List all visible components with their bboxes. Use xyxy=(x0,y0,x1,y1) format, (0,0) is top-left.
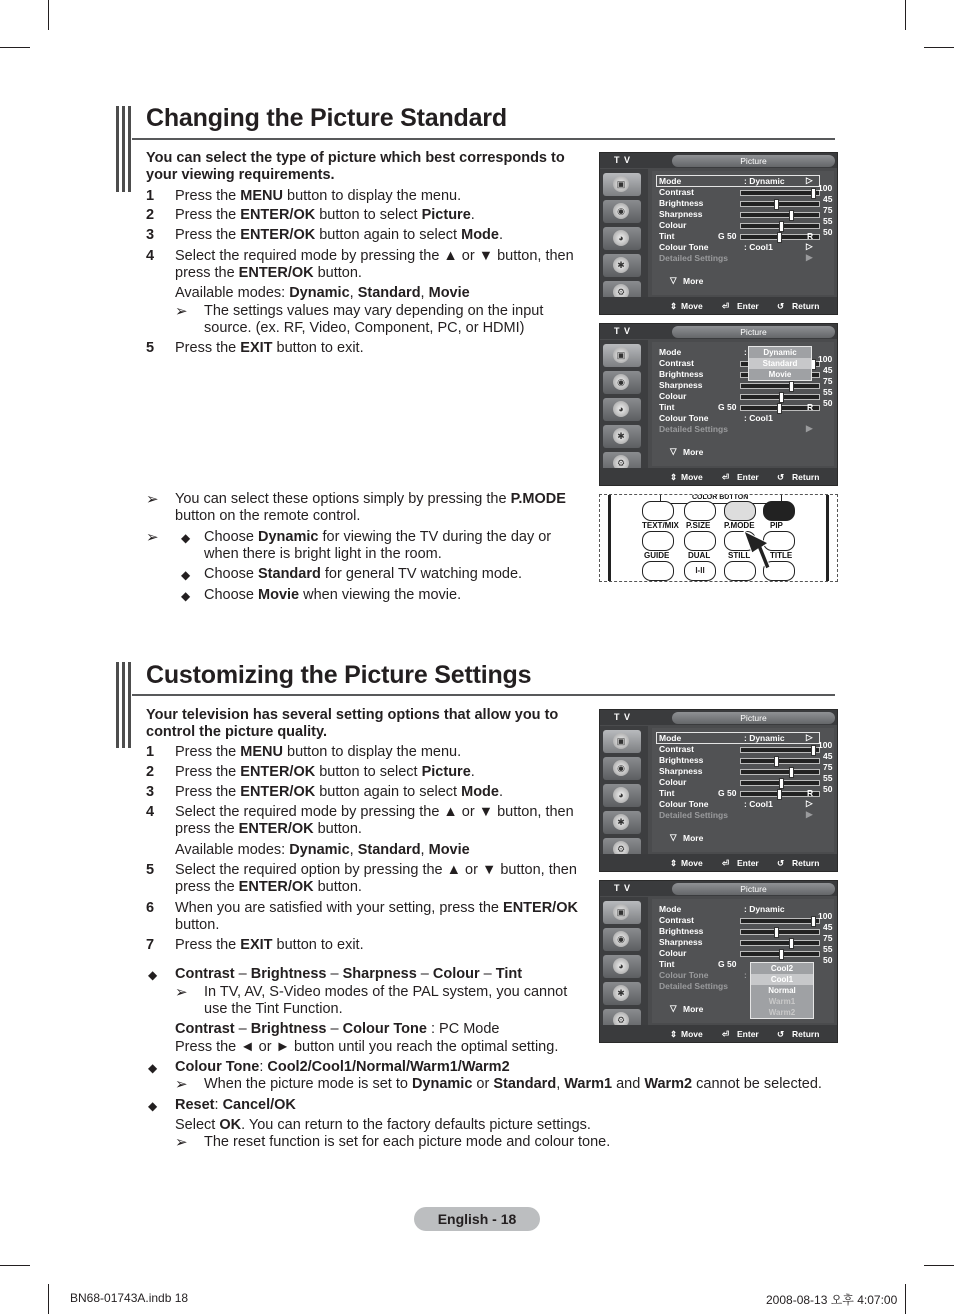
osd-value: 75 xyxy=(823,762,833,772)
osd-more: More xyxy=(683,447,704,457)
dropdown-option: Cool2 xyxy=(770,964,794,973)
dual-button: I-II xyxy=(684,561,716,581)
remote-label: GUIDE xyxy=(644,551,670,560)
osd-row-label: Detailed Settings xyxy=(659,424,728,434)
instruction-text: Select OK. You can return to the factory defaults picture settings. xyxy=(175,1117,591,1133)
osd-colon: : xyxy=(744,347,747,357)
diamond-bullet-icon: ◆ xyxy=(148,1061,158,1075)
osd-value: 50 xyxy=(823,784,833,794)
step-number: 1 xyxy=(146,744,155,760)
osd-row-label: Detailed Settings xyxy=(659,810,728,820)
step-number: 5 xyxy=(146,340,155,356)
return-icon: ↺ xyxy=(777,858,785,868)
return-icon: ↺ xyxy=(777,472,785,482)
section-bar xyxy=(116,662,132,748)
osd-move: Move xyxy=(681,858,703,868)
osd-slider xyxy=(740,383,820,389)
osd-row-label: Colour xyxy=(659,777,687,787)
osd-slider-thumb xyxy=(774,199,779,210)
osd-tint-g: G 50 xyxy=(718,959,737,969)
move-icon: ⇕ xyxy=(670,301,678,311)
sound-icon: ◉ xyxy=(603,928,641,951)
step-text: Press the MENU button to display the menu. xyxy=(175,744,462,760)
setup-icon: ✱ xyxy=(603,425,641,448)
note-arrow-icon: ➢ xyxy=(175,303,188,320)
osd-sidebar xyxy=(600,169,648,309)
osd-sidebar xyxy=(600,340,648,480)
osd-tone-value: : Cool1 xyxy=(744,413,773,423)
osd-row-label: Sharpness xyxy=(659,937,703,947)
osd-value: 50 xyxy=(823,398,833,408)
play-right-icon: ▷ xyxy=(806,241,813,251)
section1-title: Changing the Picture Standard xyxy=(146,104,507,132)
channel-icon: ◕ xyxy=(603,784,641,807)
return-icon: ↺ xyxy=(777,301,785,311)
step-number: 2 xyxy=(146,207,155,223)
osd-source-label: T V xyxy=(614,712,632,722)
osd-value: 55 xyxy=(823,216,833,226)
osd-slider-thumb xyxy=(779,778,784,789)
colour-button-label: COLOR BUTTON xyxy=(692,494,749,501)
input-icon: ⚙ xyxy=(603,452,641,475)
osd-row-label: Colour xyxy=(659,948,687,958)
osd-row-label: Brightness xyxy=(659,926,704,936)
osd-row-label: Mode xyxy=(659,904,682,914)
play-right-icon: ▶ xyxy=(806,809,813,819)
step-number: 3 xyxy=(146,227,155,243)
note-text: The reset function is set for each picture mode and colour tone. xyxy=(204,1134,611,1150)
enter-icon: ⏎ xyxy=(722,301,730,311)
osd-slider xyxy=(740,940,820,946)
osd-more: More xyxy=(683,1004,704,1014)
step-number: 7 xyxy=(146,937,155,953)
osd-row-label: Tint xyxy=(659,402,675,412)
osd-move: Move xyxy=(681,1029,703,1039)
osd-row-label: Sharpness xyxy=(659,209,703,219)
enter-icon: ⏎ xyxy=(722,858,730,868)
osd-slider-thumb xyxy=(779,392,784,403)
enter-icon: ⏎ xyxy=(722,1029,730,1039)
tv-osd-screen xyxy=(599,709,838,872)
crop-mark xyxy=(0,47,30,48)
sound-icon: ◉ xyxy=(603,371,641,394)
osd-header xyxy=(600,710,837,725)
dropdown-option: Standard xyxy=(749,358,811,369)
osd-enter: Enter xyxy=(737,858,759,868)
step-text: Press the ENTER/OK button to select Picture. xyxy=(175,207,475,223)
crop-mark xyxy=(924,47,954,48)
osd-tab-picture: Picture xyxy=(672,155,835,167)
remote-label: TEXT/MIX xyxy=(642,521,679,530)
bullet-text: when there is bright light in the room. xyxy=(204,546,442,562)
note-arrow-icon: ➢ xyxy=(146,491,159,508)
osd-return: Return xyxy=(792,858,820,868)
enter-icon: ⏎ xyxy=(722,472,730,482)
step-text: press the ENTER/OK button. xyxy=(175,821,362,837)
osd-value: 45 xyxy=(823,365,833,375)
osd-footer xyxy=(600,468,837,485)
pointer-arrow-icon xyxy=(740,523,793,573)
available-modes: Available modes: Dynamic, Standard, Movie xyxy=(175,842,470,858)
osd-menu xyxy=(652,899,834,1023)
step-text: Select the required mode by pressing the ▲ or ▼ button, then xyxy=(175,804,574,820)
crop-mark xyxy=(905,1284,906,1314)
osd-slider-thumb xyxy=(779,949,784,960)
osd-slider-thumb xyxy=(811,745,816,756)
osd-value: 55 xyxy=(823,773,833,783)
dropdown-option: Cool1 xyxy=(751,974,813,985)
osd-slider-thumb xyxy=(789,210,794,221)
bullet-text: Choose Standard for general TV watching mode. xyxy=(204,566,523,582)
osd-value: 45 xyxy=(823,751,833,761)
osd-row-label: Colour Tone xyxy=(659,970,709,980)
osd-row-label: Colour xyxy=(659,391,687,401)
note-arrow-icon: ➢ xyxy=(175,1134,188,1151)
dropdown-option: Normal xyxy=(768,986,796,995)
return-icon: ↺ xyxy=(777,1029,785,1039)
osd-slider-thumb xyxy=(811,916,816,927)
diamond-bullet-icon: ◆ xyxy=(181,568,191,582)
osd-slider-thumb xyxy=(789,938,794,949)
channel-icon: ◕ xyxy=(603,398,641,421)
osd-slider xyxy=(740,747,820,753)
step-text: When you are satisfied with your setting, press the ENTER/OK xyxy=(175,900,578,916)
tv-osd-screen xyxy=(599,880,838,1043)
step-number: 4 xyxy=(146,804,155,820)
osd-tone-value: : Cool1 xyxy=(744,242,773,252)
down-triangle-icon: ▽ xyxy=(670,275,677,285)
remote-label: P.SIZE xyxy=(686,521,711,530)
green-button xyxy=(684,501,716,521)
osd-row-label: Tint xyxy=(659,959,675,969)
osd-slider-thumb xyxy=(777,403,782,414)
osd-header xyxy=(600,881,837,896)
osd-return: Return xyxy=(792,301,820,311)
setup-icon: ✱ xyxy=(603,982,641,1005)
note-text: In TV, AV, S-Video modes of the PAL system, you cannot xyxy=(204,984,568,1000)
dropdown-option: Warm1 xyxy=(768,997,796,1006)
step-number: 6 xyxy=(146,900,155,916)
osd-value: 55 xyxy=(823,944,833,954)
osd-row-label: Brightness xyxy=(659,369,704,379)
instruction-text: Press the ◄ or ► button until you reach the optimal setting. xyxy=(175,1039,559,1055)
osd-tint-r: R xyxy=(807,402,814,412)
section-bar xyxy=(116,106,132,192)
osd-move: Move xyxy=(681,472,703,482)
sound-icon: ◉ xyxy=(603,200,641,223)
remote-label: P.MODE xyxy=(724,521,755,530)
osd-slider-thumb xyxy=(777,232,782,243)
diamond-bullet-icon: ◆ xyxy=(181,531,191,545)
osd-slider xyxy=(740,918,820,924)
crop-mark xyxy=(924,1265,954,1266)
down-triangle-icon: ▽ xyxy=(670,1003,677,1013)
down-triangle-icon: ▽ xyxy=(670,832,677,842)
osd-row-label: Detailed Settings xyxy=(659,253,728,263)
osd-slider-thumb xyxy=(779,221,784,232)
move-icon: ⇕ xyxy=(670,472,678,482)
file-name: BN68-01743A.indb 18 xyxy=(70,1291,189,1305)
osd-slider-thumb xyxy=(789,767,794,778)
setup-icon: ✱ xyxy=(603,811,641,834)
osd-enter: Enter xyxy=(737,301,759,311)
osd-tint-g: G 50 xyxy=(718,402,737,412)
dropdown-option: Warm2 xyxy=(768,1008,796,1017)
osd-source-label: T V xyxy=(614,883,632,893)
osd-row-label: Brightness xyxy=(659,755,704,765)
osd-return: Return xyxy=(792,1029,820,1039)
osd-value: 75 xyxy=(823,376,833,386)
step-text: Press the ENTER/OK button to select Picture. xyxy=(175,764,475,780)
step-text: Press the MENU button to display the menu. xyxy=(175,188,462,204)
section1-rule xyxy=(132,138,835,140)
osd-sidebar xyxy=(600,726,648,866)
remote-label: TITLE xyxy=(770,551,793,560)
osd-slider xyxy=(740,769,820,775)
remote-label: STILL xyxy=(728,551,751,560)
picture-icon: ▣ xyxy=(603,173,641,196)
remote-label: DUAL xyxy=(688,551,711,560)
osd-source-label: T V xyxy=(614,155,632,165)
bullet-text: Choose Movie when viewing the movie. xyxy=(204,587,462,603)
play-right-icon: ▷ xyxy=(806,732,813,742)
section2-rule xyxy=(132,694,835,696)
note-text: use the Tint Function. xyxy=(204,1001,343,1017)
tv-osd-screen xyxy=(599,152,838,315)
input-icon: ⚙ xyxy=(603,838,641,861)
section2-title: Customizing the Picture Settings xyxy=(146,661,532,689)
step-number: 3 xyxy=(146,784,155,800)
osd-slider-thumb xyxy=(774,756,779,767)
osd-value: 100 xyxy=(818,183,833,193)
osd-row-label: Colour xyxy=(659,220,687,230)
osd-row-label: Contrast xyxy=(659,744,694,754)
blue-button xyxy=(763,501,795,521)
osd-tone-value: : Cool1 xyxy=(744,799,773,809)
osd-return: Return xyxy=(792,472,820,482)
osd-value: 45 xyxy=(823,194,833,204)
step-text: press the ENTER/OK button. xyxy=(175,879,362,895)
osd-value: 100 xyxy=(818,354,833,364)
osd-slider xyxy=(740,201,820,207)
picture-icon: ▣ xyxy=(603,344,641,367)
osd-value: 75 xyxy=(823,933,833,943)
yellow-button xyxy=(724,501,756,521)
channel-icon: ◕ xyxy=(603,955,641,978)
dropdown-option: Movie xyxy=(768,370,792,379)
osd-menu xyxy=(652,728,834,852)
osd-enter: Enter xyxy=(737,472,759,482)
osd-footer xyxy=(600,1025,837,1042)
note-text: You can select these options simply by pressing the P.MODE xyxy=(175,491,566,507)
setting-list: Contrast – Brightness – Colour Tone : PC Mode xyxy=(175,1021,500,1037)
osd-slider xyxy=(740,394,820,400)
sound-icon: ◉ xyxy=(603,757,641,780)
osd-enter: Enter xyxy=(737,1029,759,1039)
osd-sidebar xyxy=(600,897,648,1037)
osd-mode-value: : Dynamic xyxy=(744,733,785,743)
osd-colon: : xyxy=(744,970,747,980)
setup-icon: ✱ xyxy=(603,254,641,277)
osd-value: 50 xyxy=(823,955,833,965)
osd-row-label: Mode xyxy=(659,176,682,186)
diamond-bullet-icon: ◆ xyxy=(181,589,191,603)
osd-row-label: Colour Tone xyxy=(659,799,709,809)
osd-footer xyxy=(600,854,837,871)
osd-row-label: Colour Tone xyxy=(659,242,709,252)
osd-slider xyxy=(740,758,820,764)
osd-slider-thumb xyxy=(777,789,782,800)
osd-tone-dropdown xyxy=(750,962,814,1019)
text-mix-button xyxy=(642,531,674,551)
print-date: 2008-08-13 오후 4:07:00 xyxy=(766,1293,898,1307)
osd-header xyxy=(600,324,837,339)
step-text: Press the EXIT button to exit. xyxy=(175,937,364,953)
osd-mode-dropdown xyxy=(748,346,812,381)
osd-value: 100 xyxy=(818,911,833,921)
note-text: source. (ex. RF, Video, Component, PC, or HDMI) xyxy=(204,320,525,336)
osd-tab-picture: Picture xyxy=(672,712,835,724)
osd-move: Move xyxy=(681,301,703,311)
osd-tint-r: R xyxy=(807,231,814,241)
page-number-badge: English - 18 xyxy=(414,1207,540,1231)
osd-slider-thumb xyxy=(789,381,794,392)
play-right-icon: ▷ xyxy=(806,175,813,185)
remote-edge xyxy=(826,495,829,581)
osd-tint-g: G 50 xyxy=(718,231,737,241)
osd-row-label: Contrast xyxy=(659,187,694,197)
step-number: 1 xyxy=(146,188,155,204)
osd-row-label: Contrast xyxy=(659,915,694,925)
play-right-icon: ▶ xyxy=(806,423,813,433)
osd-row-label: Mode xyxy=(659,733,682,743)
input-icon: ⚙ xyxy=(603,281,641,304)
osd-row-label: Detailed Settings xyxy=(659,981,728,991)
osd-value: 50 xyxy=(823,227,833,237)
osd-slider xyxy=(740,223,820,229)
osd-row-label: Sharpness xyxy=(659,766,703,776)
osd-tab-picture: Picture xyxy=(672,326,835,338)
note-text: The settings values may vary depending on the input xyxy=(204,303,544,319)
crop-mark xyxy=(48,1284,49,1314)
osd-row-label: Mode xyxy=(659,347,682,357)
note-arrow-icon: ➢ xyxy=(175,1076,188,1093)
osd-slider xyxy=(740,190,820,196)
remote-edge xyxy=(608,495,611,581)
osd-header xyxy=(600,153,837,168)
step-number: 4 xyxy=(146,248,155,264)
osd-footer xyxy=(600,297,837,314)
red-button xyxy=(642,501,674,521)
osd-value: 75 xyxy=(823,205,833,215)
step-text: Press the ENTER/OK button again to select Mode. xyxy=(175,784,503,800)
step-text: press the ENTER/OK button. xyxy=(175,265,362,281)
section1-intro: You can select the type of picture which best corresponds to your viewing requirements. xyxy=(146,150,565,183)
osd-mode-value: : Dynamic xyxy=(744,176,785,186)
step-text: button. xyxy=(175,917,220,933)
move-icon: ⇕ xyxy=(670,1029,678,1039)
osd-menu xyxy=(652,171,834,295)
osd-tint-r: R xyxy=(807,788,814,798)
note-arrow-icon: ➢ xyxy=(146,529,159,546)
picture-icon: ▣ xyxy=(603,730,641,753)
p-size-button xyxy=(684,531,716,551)
osd-slider-thumb xyxy=(774,927,779,938)
osd-more: More xyxy=(683,276,704,286)
osd-row-label: Contrast xyxy=(659,358,694,368)
remote-control-illustration xyxy=(599,494,838,582)
step-text: Press the ENTER/OK button again to select Mode. xyxy=(175,227,503,243)
osd-slider-thumb xyxy=(811,188,816,199)
step-text: Select the required option by pressing the ▲ or ▼ button, then xyxy=(175,862,577,878)
note-text: When the picture mode is set to Dynamic or Standard, Warm1 and Warm2 cannot be selected. xyxy=(204,1076,822,1092)
osd-row-label: Colour Tone xyxy=(659,413,709,423)
input-icon: ⚙ xyxy=(603,1009,641,1032)
osd-row-label: Sharpness xyxy=(659,380,703,390)
diamond-bullet-icon: ◆ xyxy=(148,968,158,982)
crop-mark xyxy=(0,1265,30,1266)
play-right-icon: ▷ xyxy=(806,798,813,808)
step-number: 5 xyxy=(146,862,155,878)
osd-slider xyxy=(740,780,820,786)
osd-tab-picture: Picture xyxy=(672,883,835,895)
osd-row-label: Tint xyxy=(659,231,675,241)
osd-value: 100 xyxy=(818,740,833,750)
bullet-text: Choose Dynamic for viewing the TV during the day or xyxy=(204,529,552,545)
available-modes: Available modes: Dynamic, Standard, Movie xyxy=(175,285,470,301)
osd-row-label: Tint xyxy=(659,788,675,798)
play-right-icon: ▶ xyxy=(806,252,813,262)
dropdown-option: Dynamic xyxy=(763,348,797,357)
remote-label: PIP xyxy=(770,521,783,530)
move-icon: ⇕ xyxy=(670,858,678,868)
diamond-bullet-icon: ◆ xyxy=(148,1099,158,1113)
picture-icon: ▣ xyxy=(603,901,641,924)
setting-list: Colour Tone: Cool2/Cool1/Normal/Warm1/Warm2 xyxy=(175,1059,510,1075)
osd-mode-value: : Dynamic xyxy=(744,904,785,914)
tv-osd-screen xyxy=(599,323,838,486)
osd-value: 55 xyxy=(823,387,833,397)
osd-slider xyxy=(740,929,820,935)
setting-list: Contrast – Brightness – Sharpness – Colour – Tint xyxy=(175,966,523,982)
setting-list: Reset: Cancel/OK xyxy=(175,1097,296,1113)
note-text: button on the remote control. xyxy=(175,508,361,524)
crop-mark xyxy=(48,0,49,30)
step-text: Press the EXIT button to exit. xyxy=(175,340,364,356)
osd-slider xyxy=(740,212,820,218)
osd-source-label: T V xyxy=(614,326,632,336)
crop-mark xyxy=(905,0,906,30)
step-number: 2 xyxy=(146,764,155,780)
guide-button xyxy=(642,561,674,581)
osd-menu xyxy=(652,342,834,466)
osd-row-label: Brightness xyxy=(659,198,704,208)
osd-tint-g: G 50 xyxy=(718,788,737,798)
channel-icon: ◕ xyxy=(603,227,641,250)
osd-slider xyxy=(740,951,820,957)
note-arrow-icon: ➢ xyxy=(175,984,188,1001)
osd-value: 45 xyxy=(823,922,833,932)
section2-intro: Your television has several setting options that allow you to control the picture quality. xyxy=(146,707,559,740)
osd-more: More xyxy=(683,833,704,843)
step-text: Select the required mode by pressing the ▲ or ▼ button, then xyxy=(175,248,574,264)
down-triangle-icon: ▽ xyxy=(670,446,677,456)
